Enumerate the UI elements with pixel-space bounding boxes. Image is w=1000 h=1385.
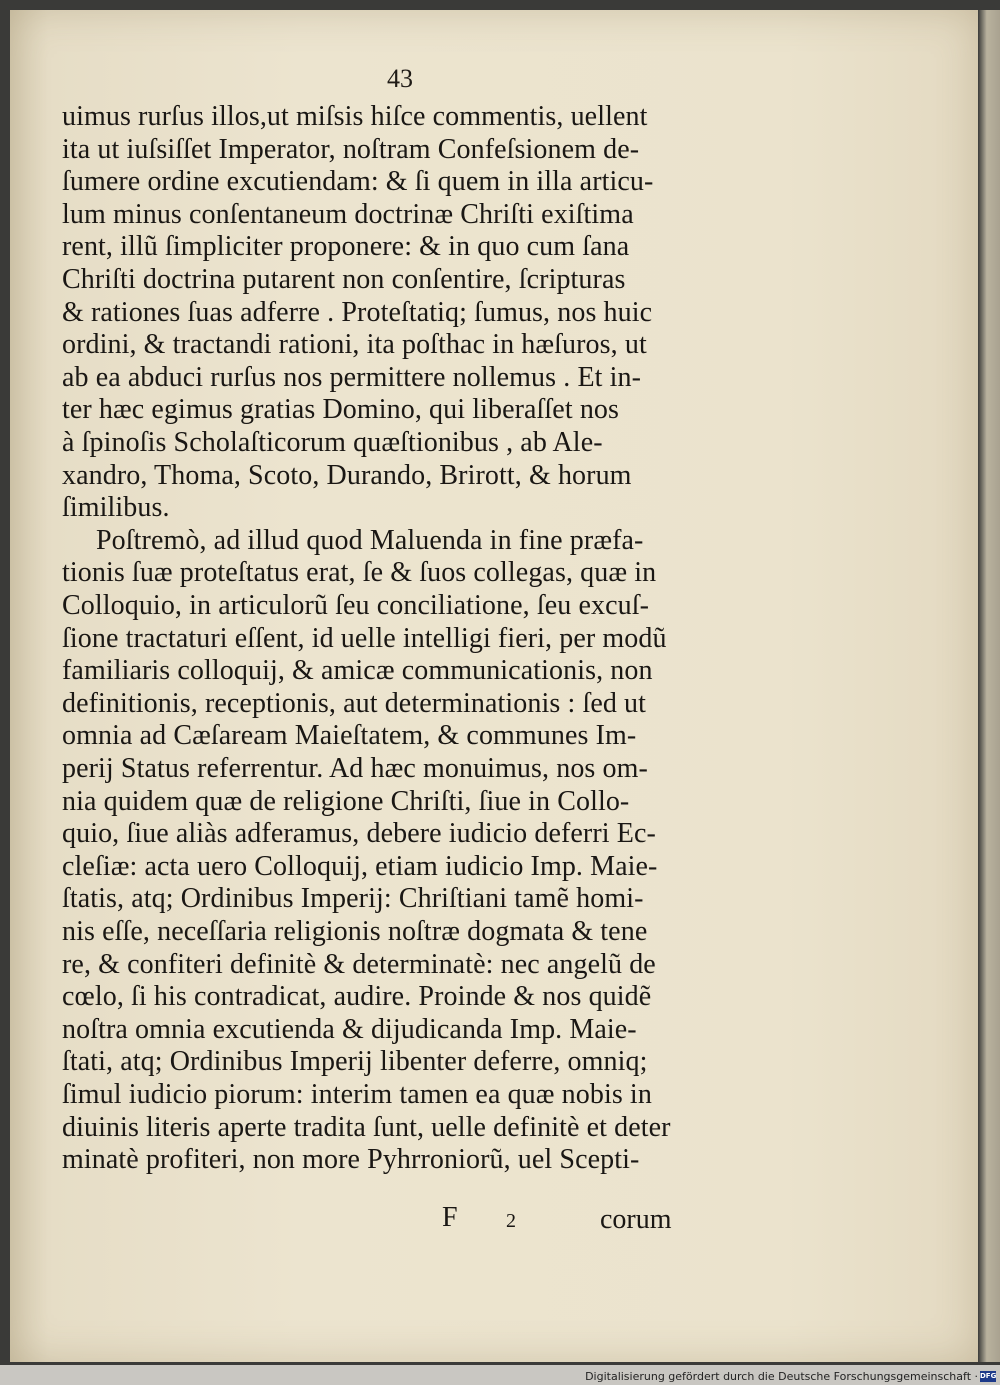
page-number: 43 <box>387 64 413 93</box>
text-line: ſione tractaturi eſſent, id uelle intelligi fieri, per modũ <box>62 623 667 654</box>
text-line: Colloquio, in articulorũ ſeu conciliatione, ſeu excuſ- <box>62 590 650 621</box>
text-line: noſtra omnia excutienda & dijudicanda Imp. Maie- <box>62 1014 637 1045</box>
dfg-logo: DFG <box>980 1372 997 1380</box>
text-line: xandro, Thoma, Scoto, Durando, Brirott, & horum <box>62 460 632 491</box>
text-line: Poſtremò, ad illud quod Maluenda in fine præfa- <box>96 525 644 556</box>
signature-number: 2 <box>506 1210 516 1232</box>
page-edge <box>978 10 1000 1362</box>
text-line: ter hæc egimus gratias Domino, qui liberaſſet nos <box>62 394 620 425</box>
text-line: ita ut iuſsiſſet Imperator, noſtram Confeſsionem de- <box>62 134 640 165</box>
text-line: definitionis, receptionis, aut determinationis : ſed ut <box>62 688 647 719</box>
text-line: minatè profiteri, non more Pyhrroniorũ, uel Scepti- <box>62 1144 640 1175</box>
text-line: à ſpinoſis Scholaſticorum quæſtionibus , ab Ale- <box>62 427 603 458</box>
text-line: & rationes ſuas adferre . Proteſtatiq; ſumus, nos huic <box>62 297 653 328</box>
text-line: Chriſti doctrina putarent non conſentire, ſcripturas <box>62 264 626 295</box>
text-line: ab ea abduci rurſus nos permittere nollemus . Et in- <box>62 362 642 393</box>
text-line: nia quidem quæ de religione Chriſti, ſiue in Collo- <box>62 786 630 817</box>
text-line: cleſiæ: acta uero Colloquij, etiam iudicio Imp. Maie- <box>62 851 658 882</box>
text-line: re, & confiteri definitè & determinatè: nec angelũ de <box>62 949 656 980</box>
text-line: tionis ſuæ proteſtatus erat, ſe & ſuos collegas, quæ in <box>62 557 657 588</box>
catchword: corum <box>600 1204 672 1235</box>
text-line: diuinis literis aperte tradita ſunt, uelle definitè et deter <box>62 1112 671 1143</box>
text-line: uimus rurſus illos,ut miſsis hiſce commentis, uellent <box>62 101 648 132</box>
text-line: ſtatis, atq; Ordinibus Imperij: Chriſtiani tamẽ homi- <box>62 883 644 914</box>
text-line: ſimilibus. <box>62 492 170 523</box>
text-line: nis eſſe, neceſſaria religionis noſtræ dogmata & tene <box>62 916 648 947</box>
text-line: ſumere ordine excutiendam: & ſi quem in illa articu- <box>62 166 654 197</box>
text-line: ordini, & tractandi rationi, ita poſthac in hæſuros, ut <box>62 329 647 360</box>
text-line: omnia ad Cæſaream Maieſtatem, & communes Im- <box>62 720 637 751</box>
signature-letter: F <box>442 1202 458 1233</box>
text-line: quio, ſiue aliàs adferamus, debere iudicio deferri Ec- <box>62 818 656 849</box>
digitization-credit: Digitalisierung gefördert durch die Deutsche Forschungsgemeinschaft · <box>585 1370 978 1383</box>
text-line: familiaris colloquij, & amicæ communicationis, non <box>62 655 653 686</box>
text-line: rent, illũ ſimpliciter proponere: & in quo cum ſana <box>62 231 630 262</box>
text-line: cœlo, ſi his contradicat, audire. Proinde & nos quidẽ <box>62 981 652 1012</box>
text-line: ſimul iudicio piorum: interim tamen ea quæ nobis in <box>62 1079 652 1110</box>
text-line: lum minus conſentaneum doctrinæ Chriſti exiſtima <box>62 199 634 230</box>
text-line: ſtati, atq; Ordinibus Imperij libenter deferre, omniq; <box>62 1046 648 1077</box>
text-line: perij Status referrentur. Ad hæc monuimus, nos om- <box>62 753 648 784</box>
